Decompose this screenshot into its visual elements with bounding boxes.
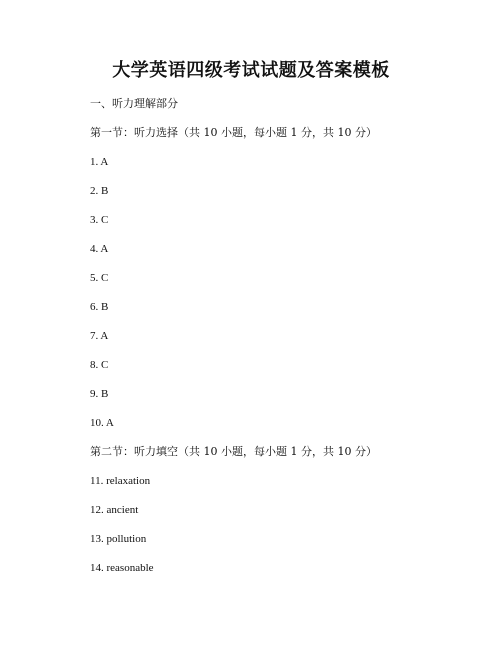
part1-heading: 第一节：听力选择（共 10 小题，每小题 1 分，共 10 分） [90,126,377,139]
answer-item: 5. C [90,272,109,284]
answer-item: 3. C [90,214,109,226]
answer-item: 13. pollution [90,533,147,545]
document-title: 大学英语四级考试试题及答案模板 [112,60,390,81]
answer-item: 10. A [90,417,114,429]
answer-item: 6. B [90,301,109,313]
answer-item: 7. A [90,330,109,342]
answer-item: 4. A [90,243,109,255]
section-heading: 一、听力理解部分 [90,97,178,110]
answer-item: 9. B [90,388,109,400]
answer-item: 2. B [90,185,109,197]
answer-item: 8. C [90,359,109,371]
answer-item: 12. ancient [90,504,139,516]
part2-heading: 第二节：听力填空（共 10 小题，每小题 1 分，共 10 分） [90,445,377,458]
answer-item: 11. relaxation [90,475,151,487]
answer-item: 1. A [90,156,109,168]
answer-item: 14. reasonable [90,562,154,574]
